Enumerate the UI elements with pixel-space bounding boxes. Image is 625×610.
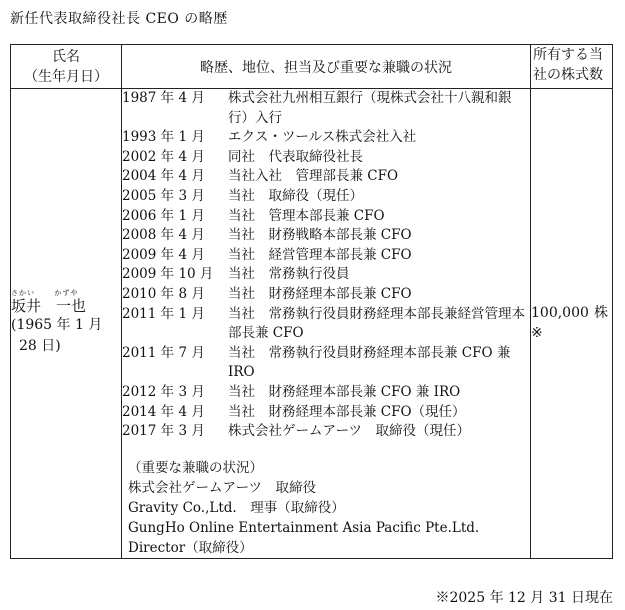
birth-line2: 28 日) (19, 338, 61, 355)
career-entry (122, 226, 530, 246)
career-date: 2010 年 8 月 (122, 285, 205, 302)
profile-table (10, 44, 613, 559)
shares-cell (531, 89, 613, 559)
concurrent-item: GungHo Online Entertainment Asia Pacific Pte.Ltd. (128, 519, 480, 536)
career-description: 当社 経営管理本部長兼 CFO (228, 246, 412, 263)
concurrent-heading: （重要な兼職の状況） (128, 459, 263, 476)
career-date: 2011 年 1 月 (122, 305, 205, 322)
career-description: 当社 財務経理本部長兼 CFO（現任） (228, 403, 466, 420)
career-date: 2017 年 3 月 (122, 423, 205, 440)
career-date: 2009 年 4 月 (122, 246, 205, 263)
career-date: 1987 年 4 月 (122, 90, 205, 106)
career-date: 1993 年 1 月 (122, 129, 205, 146)
header-row (11, 45, 613, 89)
career-entry (122, 148, 530, 168)
ruby-kazuya: かずや (54, 289, 79, 298)
career-description: エクス・ツールス株式会社入社 (228, 129, 417, 146)
header-career: 略歴、地位、担当及び重要な兼職の状況 (122, 45, 531, 89)
career-entry (122, 246, 530, 266)
person-name: 坂井 一也 (11, 297, 87, 316)
career-entry (122, 89, 530, 128)
career-entry (122, 422, 530, 442)
header-shares (531, 45, 613, 89)
name-ruby (11, 289, 121, 297)
career-entry (122, 128, 530, 148)
career-description: 当社入社 管理部長兼 CFO (228, 168, 399, 185)
header-birth-label: （生年月日） (24, 69, 108, 85)
career-entry (122, 344, 530, 383)
career-entry (122, 383, 530, 403)
concurrent-item: 株式会社ゲームアーツ 取締役 (128, 479, 317, 496)
career-description: 当社 常務執行役員財務経理本部長兼 CFO 兼 IRO (228, 344, 511, 381)
career-date: 2014 年 4 月 (122, 403, 205, 420)
footnote: ※2025 年 12 月 31 日現在 (435, 590, 613, 606)
concurrent-item: Gravity Co.,Ltd. 理事（取締役） (128, 499, 345, 516)
career-description: 同社 代表取締役社長 (228, 148, 363, 165)
shares-amount: 100,000 (531, 305, 589, 322)
career-entry (122, 305, 530, 344)
concurrent-list (122, 478, 530, 558)
career-date: 2002 年 4 月 (122, 148, 205, 165)
career-description: 当社 常務執行役員 (228, 266, 350, 283)
career-date: 2011 年 7 月 (122, 344, 205, 361)
header-shares-line1: 所有する当 (533, 47, 603, 63)
career-date: 2009 年 10 月 (122, 266, 214, 283)
career-description: 株式会社九州相互銀行（現株式会社十八親和銀行）入行 (228, 90, 512, 126)
career-entry (122, 403, 530, 423)
birth-line1: (1965 年 1 月 (11, 317, 103, 334)
career-date: 2006 年 1 月 (122, 207, 205, 224)
career-entry (122, 285, 530, 305)
career-description: 株式会社ゲームアーツ 取締役（現任） (228, 423, 471, 440)
career-entry (122, 207, 530, 227)
career-date: 2008 年 4 月 (122, 227, 205, 244)
header-name-label: 氏名 (52, 49, 80, 65)
header-shares-line2: 社の株式数 (533, 67, 603, 83)
career-date: 2012 年 3 月 (122, 383, 205, 400)
career-description: 当社 財務戦略本部長兼 CFO (228, 227, 412, 244)
career-entry (122, 265, 530, 285)
body-row (11, 89, 613, 559)
career-description: 当社 管理本部長兼 CFO (228, 207, 385, 224)
shares-unit: 株 (594, 305, 608, 322)
career-date: 2005 年 3 月 (122, 187, 205, 204)
career-cell (122, 89, 531, 559)
career-list (122, 89, 530, 442)
career-description: 当社 財務経理本部長兼 CFO 兼 IRO (228, 383, 461, 400)
shares-mark: ※ (531, 325, 543, 342)
career-date: 2004 年 4 月 (122, 168, 205, 185)
page-title: 新任代表取締役社長 CEO の略歴 (10, 11, 228, 27)
ruby-sakai: さかい (11, 289, 35, 298)
career-description: 当社 常務執行役員財務経理本部長兼経営管理本部長兼 CFO (228, 305, 525, 342)
concurrent-item: Director（取締役） (128, 539, 253, 556)
career-description: 当社 財務経理本部長兼 CFO (228, 285, 412, 302)
career-description: 当社 取締役（現任） (228, 187, 363, 204)
career-entry (122, 187, 530, 207)
career-entry (122, 167, 530, 187)
header-name (11, 45, 122, 89)
person-cell (11, 89, 122, 559)
